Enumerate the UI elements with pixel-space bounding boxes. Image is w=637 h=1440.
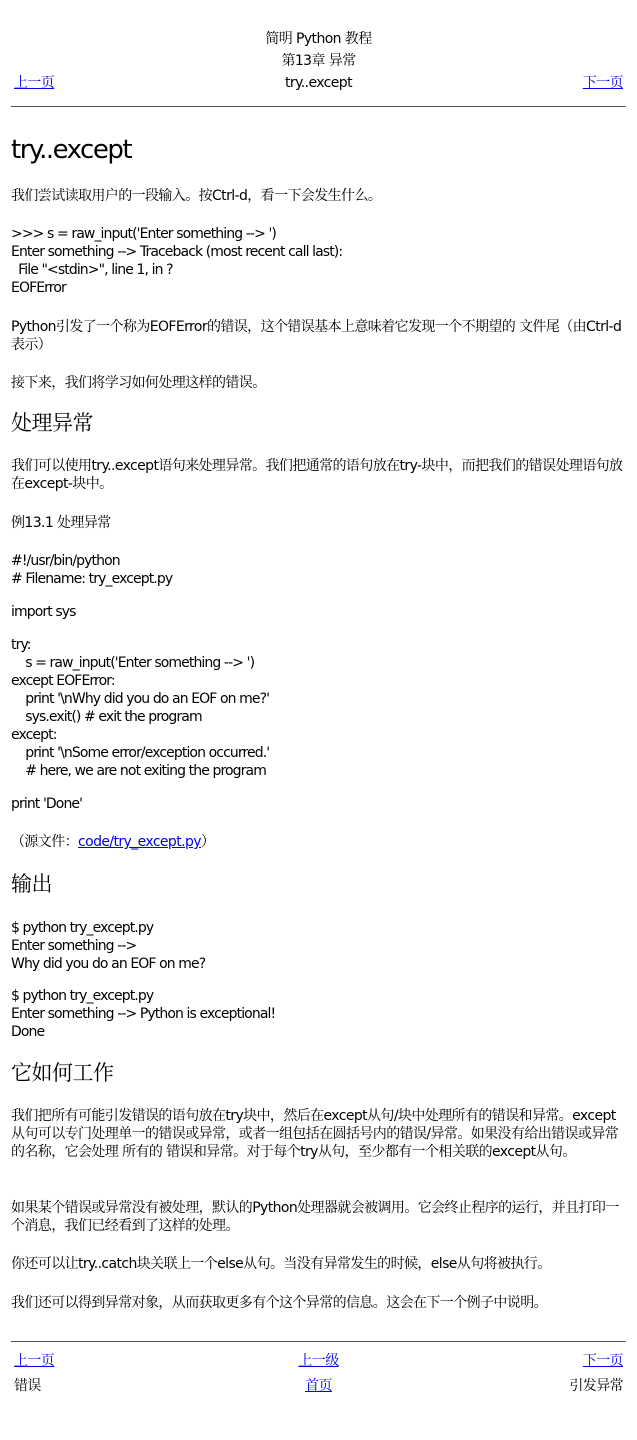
source-suffix: ） — [200, 834, 215, 850]
session-code: >>> s = raw_input('Enter something --> ') Enter something --> Traceback (most recent call last): File "<stdin>", line 1, in ? EOFError — [11, 226, 343, 296]
intro-paragraph: 我们尝试读取用户的一段输入。按Ctrl-d，看一下会发生什么。 — [11, 188, 382, 204]
current-section: try..except — [285, 75, 352, 91]
source-file-line — [11, 833, 626, 851]
footer-up-link[interactable]: 上一级 — [298, 1353, 339, 1369]
output-run-1: $ python try_except.py Enter something --> Why did you do an EOF on me? — [11, 920, 206, 972]
next-step-paragraph: 接下来，我们将学习如何处理这样的错误。 — [11, 375, 266, 391]
code-import: import sys — [11, 604, 76, 620]
example-caption: 例13.1 处理异常 — [11, 515, 111, 531]
book-title: 简明 Python 教程 — [265, 31, 372, 47]
source-file-link[interactable]: code/try_except.py — [78, 834, 201, 850]
how-paragraph-4: 我们还可以得到异常对象，从而获取更多有个这个异常的信息。这会在下一个例子中说明。 — [11, 1295, 547, 1311]
header-next-link[interactable]: 下一页 — [582, 75, 623, 91]
how-paragraph-2: 如果某个错误或异常没有被处理，默认的Python处理器就会被调用。它会终止程序的运行，并且打印一个消息，我们已经看到了这样的处理。 — [11, 1200, 619, 1234]
how-paragraph-1: 我们把所有可能引发错误的语句放在try块中，然后在except从句/块中处理所有的错误和异常。except从句可以专门处理单一的错误或异常，或者一组包括在圆括号内的错误/异常。如果没有给出错误或异常的名称，它会处理 所有的 错误和异常。对于每个try从句，至少都有一个相关联的except从句。 — [11, 1108, 619, 1160]
source-prefix: （源文件： — [11, 834, 78, 850]
heading-handling: 处理异常 — [11, 411, 93, 435]
chapter-title: 第13章 异常 — [281, 53, 356, 69]
footer-divider — [11, 1341, 626, 1342]
page-title: try..except — [11, 135, 132, 165]
handling-paragraph: 我们可以使用try..except语句来处理异常。我们把通常的语句放在try-块中，而把我们的错误处理语句放在except-块中。 — [11, 458, 623, 492]
code-body: try: s = raw_input('Enter something --> ') except EOFError: print '\nWhy did you do an EOF on me?' sys.exit() # exit the program except: print '\nSome error/exception occurred.' # here, we are not exiting the program — [11, 637, 270, 779]
footer-next-title: 引发异常 — [569, 1378, 623, 1394]
footer-home-link[interactable]: 首页 — [305, 1378, 332, 1394]
footer-nav-links — [11, 1352, 626, 1370]
footer-prev-link[interactable]: 上一页 — [14, 1353, 55, 1369]
how-paragraph-3: 你还可以让try..catch块关联上一个else从句。当没有异常发生的时候，else从句将被执行。 — [11, 1256, 551, 1272]
header-nav — [11, 74, 626, 92]
footer-prev-title: 错误 — [14, 1378, 41, 1394]
footer-nav-titles — [11, 1377, 626, 1395]
code-done: print 'Done' — [11, 796, 83, 812]
heading-output: 输出 — [11, 872, 52, 896]
output-run-2: $ python try_except.py Enter something --> Python is exceptional! Done — [11, 988, 276, 1040]
heading-how-it-works: 它如何工作 — [11, 1061, 114, 1085]
explain-paragraph: Python引发了一个称为EOFError的错误，这个错误基本上意味着它发现一个不期望的 文件尾（由Ctrl-d表示） — [11, 319, 622, 353]
header-divider — [11, 106, 626, 107]
header-prev-link[interactable]: 上一页 — [14, 75, 55, 91]
footer-next-link[interactable]: 下一页 — [582, 1353, 623, 1369]
code-header: #!/usr/bin/python # Filename: try_except.py — [11, 553, 173, 587]
